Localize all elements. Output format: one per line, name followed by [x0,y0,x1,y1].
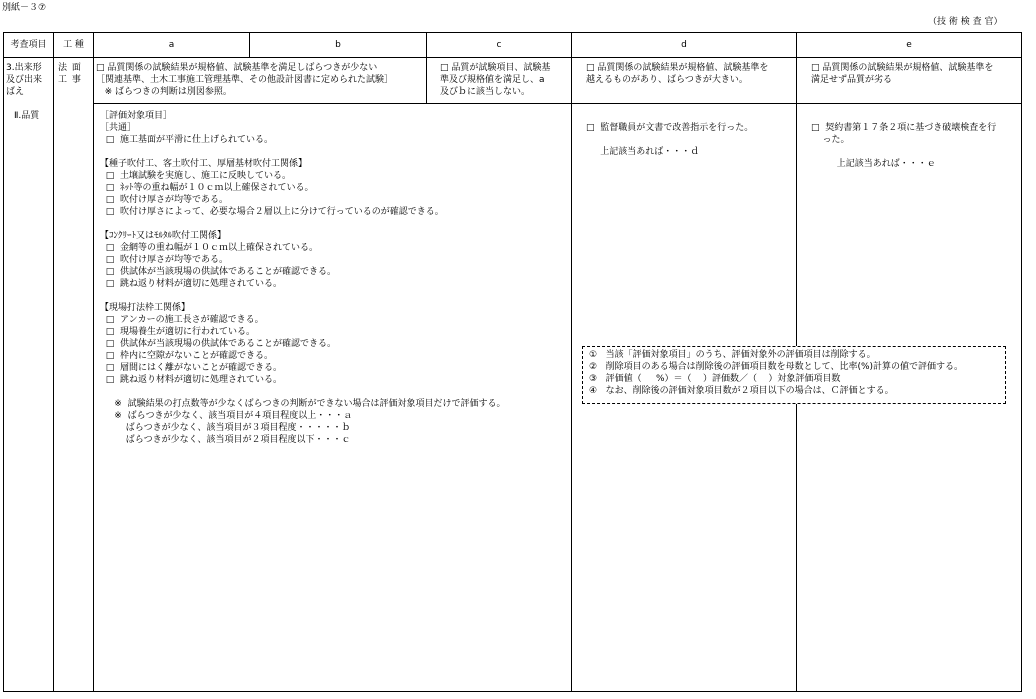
criteria-a: □ 品質関係の試験結果が規格値、試験基準を満足しばらつきが少ない ［関連基準、土木工事施工管理基準、その他設計図書に定められた試験］ ※ ばらつきの判断は別図参照。 [96,63,394,97]
sub-item-quality: Ⅱ.品質 [14,111,40,121]
criteria-d: □ 品質関係の試験結果が規格値、試験基準を 越えるものがあり、ばらつきが大きい。 [586,63,769,85]
item-name: 3.出来形 及び出来 ばえ [6,63,43,97]
header-col-a: a [168,40,175,50]
header-col-b: b [335,40,341,50]
inspector-label: （技 術 検 査 官） [928,17,1003,27]
work-type-name: 法 面 工 事 [58,63,82,85]
sheet-label: 別紙－３⑦ [2,3,47,13]
criteria-c: □ 品質が試験項目、試験基 準及び規格値を満足し、a 及びｂに該当しない。 [440,63,551,97]
note-item: ③ 評価値（ %）＝（ ）評価数／（ ）対象評価項目数 [589,374,841,384]
header-work-type: 工 種 [63,40,84,50]
criteria-e-detail: □ 契約書第１７条２項に基づき破壊検査を行 った。 上記該当あれば・・・ｅ [811,123,997,169]
header-col-c: c [496,40,502,50]
notes-box [582,346,1006,404]
header-col-e: e [906,40,912,50]
criteria-d-detail: □ 監督職員が文書で改善指示を行った。 上記該当あれば・・・ｄ [586,123,754,157]
criteria-e: □ 品質関係の試験結果が規格値、試験基準を 満足せず品質が劣る [811,63,994,85]
note-item: ② 削除項目のある場合は削除後の評価項目数を母数として、比率(%)計算の値で評価する。 [589,362,964,372]
note-item: ① 当該「評価対象項目」のうち、評価対象外の評価項目は削除する。 [589,350,876,360]
header-item: 考査項目 [10,40,47,50]
header-col-d: d [681,40,687,50]
note-item: ④ なお、削除後の評価対象項目数が２項目以下の場合は、Ｃ評価とする。 [589,386,894,396]
evaluation-items: ［評価対象項目］ ［共通］ □ 施工基面が平滑に仕上げられている。 【種子吹付工、客土吹付工、厚層基材吹付工関係】 □ 土壌試験を実施し、施工に反映している。 □ ﾈｯﾄ等の重ね幅が１０ｃｍ以上確保されている。 □ 吹付け厚さが均等である。 □ 吹付け厚さによって、必要な場合２層以上に分けて行っているのが確認できる。 【ｺﾝｸﾘｰﾄ又はﾓﾙﾀﾙ吹付工関係】 □ 金網等の重ね幅が１０ｃｍ以上確保されている。 □ 吹付け厚さが均等である。 □ 供試体が当該現場の供試体であることが確認できる。 □ 跳ね返り材料が適切に処理されている。 【現場打法枠工関係】 □ アンカーの施工長さが確認できる。 □ 現場養生が適切に行われている。 □ 供試体が当該現場の供試体であることが確認できる。 □ 枠内に空隙がないことが確認できる。 □ 層間にはく離がないことが確認できる。 □ 跳ね返り材料が適切に処理されている。 ※ 試験結果の打点数等が少なくばらつきの判断ができない場合は評価対象項目だけで評価する。 ※ ばらつきが少なく、該当項目が４項目程度以上・・・ａ ばらつきが少なく、該当項目が３項目程度・・・・・ｂ ばらつきが少なく、該当項目が２項目程度以下・・・ｃ [100,111,506,445]
